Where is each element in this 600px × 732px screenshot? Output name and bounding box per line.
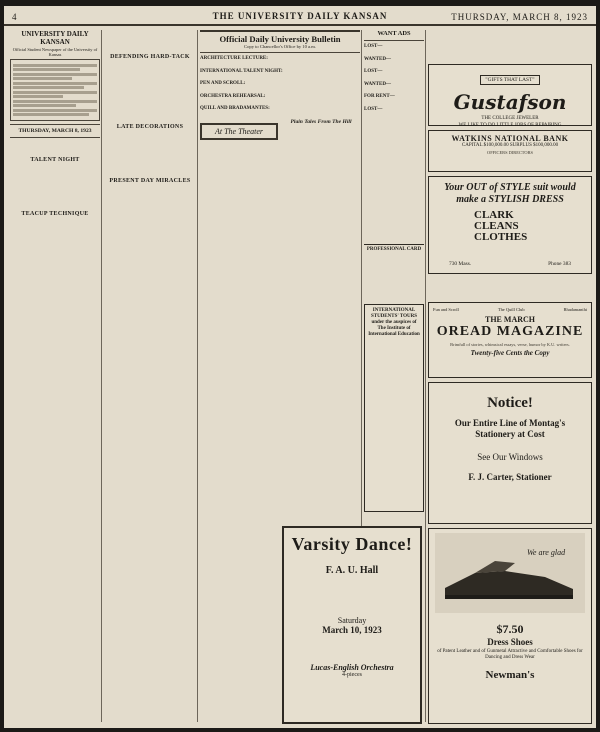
varsity-dance-ad (282, 526, 422, 724)
column-divider (425, 30, 426, 722)
shoes-price: $7.50 (496, 622, 524, 636)
jeweler-logo: Gustafson (453, 90, 567, 114)
headline-teacup: TEACUP TECHNIQUE (21, 211, 89, 218)
cleaners-address: 730 Mass. (449, 261, 472, 267)
bulletin-item: QUILL AND BRADAMANTES: (200, 106, 270, 112)
headline-hardtack: DEFENDING HARD-TACK (110, 53, 190, 60)
cleaners-headline: Your OUT of STYLE suit would make a STYLISH DRESS (444, 182, 576, 205)
notice-windows: See Our Windows (477, 452, 543, 462)
oread-price: Twenty-five Cents the Copy (470, 349, 550, 357)
newspaper-page (4, 6, 596, 728)
paper-name: UNIVERSITY DAILY KANSAN (21, 30, 89, 46)
shoe-banner: We are glad (527, 548, 566, 557)
professional-card (364, 244, 424, 298)
shoe-store-ad (428, 528, 592, 724)
headline-talent-night: TALENT NIGHT (30, 156, 80, 163)
page-number: 4 (12, 12, 18, 22)
plain-tales-header: Plain Tales From The Hill (290, 118, 352, 125)
bulletin-subtitle: Copy to Chancellor's Office by 10 a.m. (244, 44, 316, 49)
want-ad-entry: LOST— (364, 106, 383, 112)
bulletin-item: PEN AND SCROLL: (200, 81, 246, 87)
bulletin-title: Official Daily University Bulletin (200, 30, 360, 44)
column-divider (101, 30, 102, 722)
editorial-column (10, 30, 100, 722)
stationery-notice-ad (428, 382, 592, 524)
shoes-store-name: Newman's (485, 669, 535, 681)
international-tours-box (364, 304, 424, 512)
cleaners-phone: Phone 383 (548, 261, 571, 267)
oread-meta-left: Fun and Scroll (433, 307, 459, 312)
masthead-date: THURSDAY, MARCH 8, 1923 (451, 12, 588, 22)
oread-title: OREAD MAGAZINE (436, 324, 584, 339)
shoe-illustration-icon (435, 533, 585, 613)
theater-header: At The Theater (200, 123, 278, 140)
dance-date: March 10, 1923 (322, 625, 382, 635)
dance-title: Varsity Dance! (291, 534, 413, 554)
paper-subtitle: Official Student Newspaper of the University of Kansas (12, 47, 98, 57)
headline-decorations: LATE DECORATIONS (116, 123, 184, 130)
dateline: THURSDAY, MARCH 8, 1923 (18, 127, 92, 134)
shoes-description: of Patent Leather and of Gunmetal Attractive and Comfortable Shoes for Dancing and Dress Wear (437, 649, 583, 660)
bank-officers: OFFICERS DIRECTORS (487, 150, 533, 155)
oread-meta-mid: The Quill Club (497, 307, 525, 312)
bulletin-item: INTERNATIONAL TALENT NIGHT: (200, 68, 283, 74)
page-title: THE UNIVERSITY DAILY KANSAN (212, 11, 388, 21)
jeweler-repairs: WE LIKE TO DO LITTLE JOBS OF REPAIRING (458, 123, 562, 128)
dance-pieces: 4-pieces (342, 672, 362, 678)
oread-magazine-ad (428, 302, 592, 378)
bank-ad (428, 130, 592, 172)
shoes-item: Dress Shoes (487, 637, 533, 647)
professional-card-title: PROFESSIONAL CARD (366, 247, 422, 252)
jeweler-subtitle: THE COLLEGE JEWELER (481, 116, 539, 121)
cleaners-ad (428, 176, 592, 274)
bulletin-item: ARCHITECTURE LECTURE: (200, 56, 268, 61)
dance-day: Saturday (337, 616, 367, 625)
want-ads-title: WANT ADS (377, 30, 411, 37)
staff-box (10, 59, 100, 121)
masthead (4, 6, 596, 26)
bank-name: WATKINS NATIONAL BANK (451, 134, 569, 143)
cleaners-brand: CLARK CLEANS CLOTHES (474, 209, 528, 243)
dance-orchestra: Lucas-English Orchestra (310, 663, 394, 672)
notice-title: Notice! (487, 395, 533, 411)
column-divider (197, 30, 198, 722)
oread-description: Brimfull of stories, whimsical essays, verse, humor by K.U. writers. (450, 342, 570, 347)
notice-signature: F. J. Carter, Stationer (468, 472, 552, 482)
bank-capital: CAPITAL $100,000.00 SURPLUS $100,000.00 (461, 143, 559, 148)
gifts-tagline: "GIFTS THAT LAST" (480, 75, 539, 85)
jeweler-ad (428, 64, 592, 126)
want-ad-entry: WANTED— (364, 81, 391, 87)
editorial-column-2 (104, 30, 196, 722)
want-ad-entry: LOST— (364, 69, 383, 75)
headline-miracles: PRESENT DAY MIRACLES (109, 178, 191, 185)
bulletin-item: ORCHESTRA REHEARSAL: (200, 93, 266, 99)
notice-body: Our Entire Line of Montag's Stationery at Cost (454, 418, 566, 439)
international-tours-title: INTERNATIONAL STUDENTS' TOURS under the auspices of The Institute of International Education (368, 308, 420, 337)
oread-meta-right: Rhadamanthi (563, 307, 587, 312)
dance-hall: F. A. U. Hall (325, 565, 379, 576)
want-ad-entry: FOR RENT— (364, 94, 395, 100)
want-ad-entry: LOST— (364, 44, 383, 49)
oread-line1: THE MARCH (485, 315, 535, 324)
want-ad-entry: WANTED— (364, 56, 391, 62)
